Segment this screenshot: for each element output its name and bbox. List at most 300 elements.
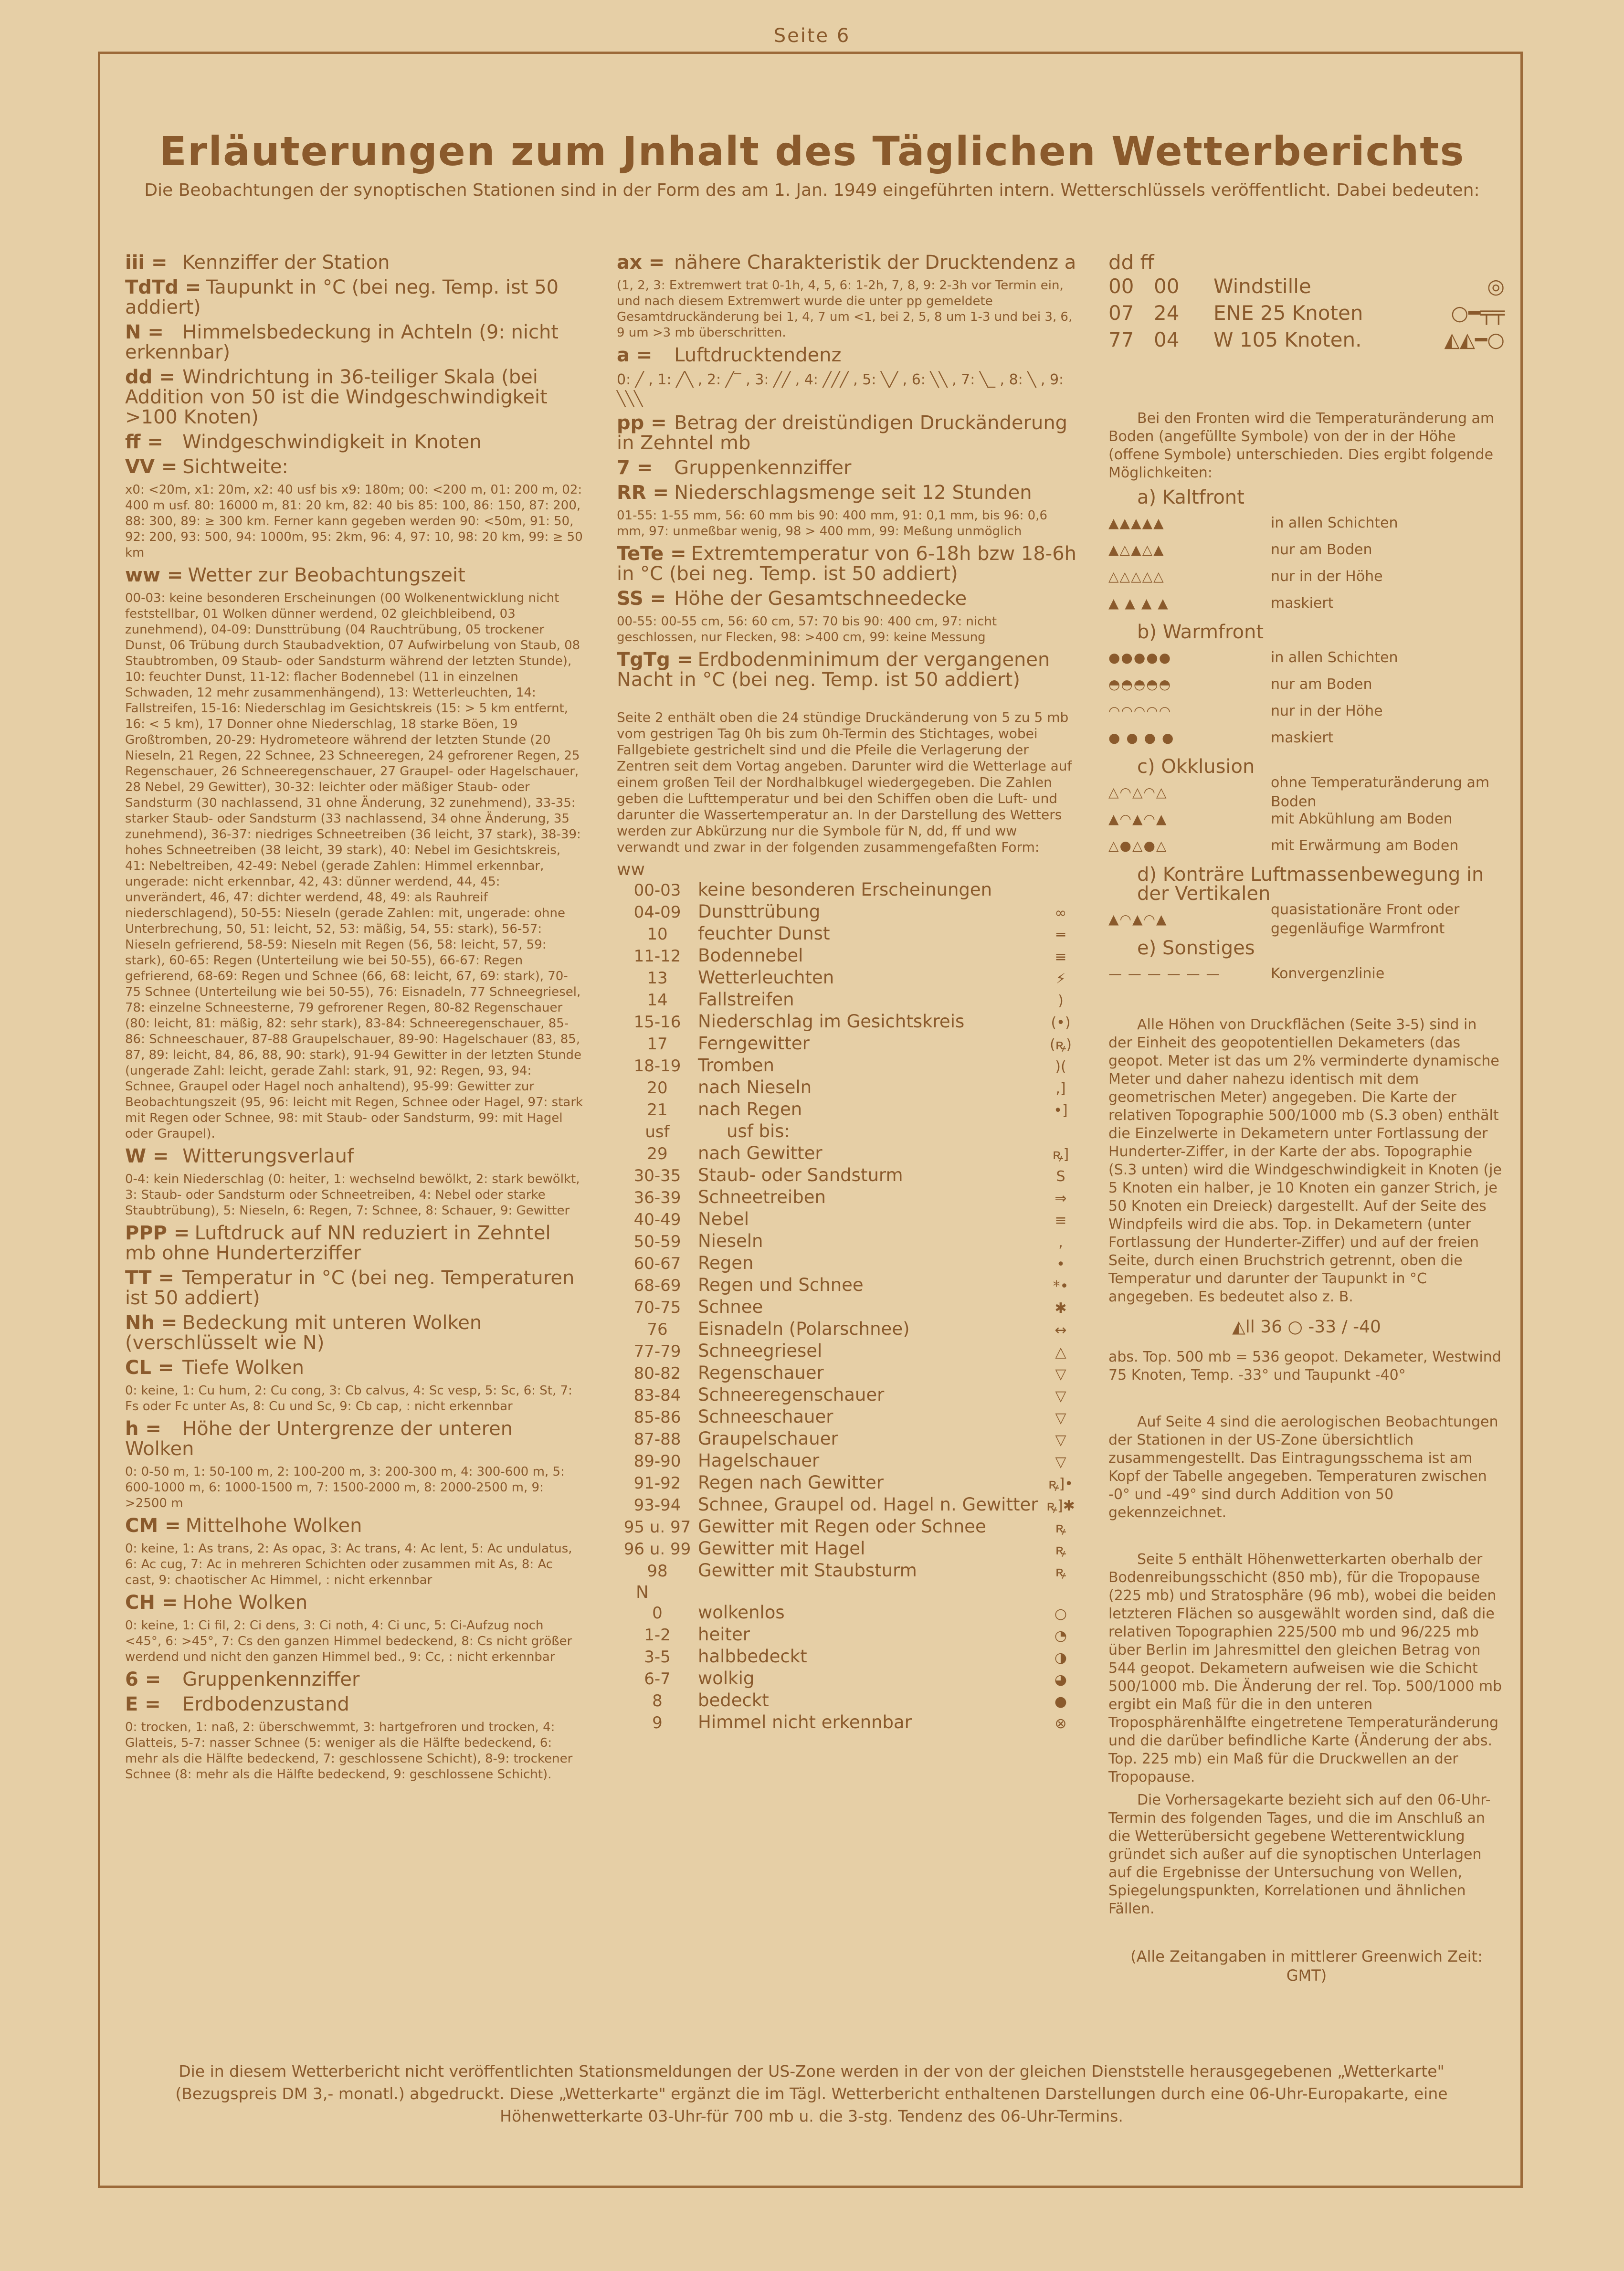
legend-text: Witterungsverlauf bbox=[182, 1145, 354, 1167]
legend-w bbox=[125, 1147, 583, 1167]
ww-code: 14 bbox=[647, 991, 668, 1010]
ww-code: 89-90 bbox=[633, 1452, 681, 1471]
table-row bbox=[617, 1625, 1077, 1647]
ww-symbol-icon: ◔ bbox=[1054, 1627, 1067, 1644]
ww-meaning: halbbedeckt bbox=[698, 1646, 807, 1667]
ww-code: 76 bbox=[647, 1320, 668, 1339]
ww-symbol-icon: ) bbox=[1058, 993, 1064, 1009]
ww-code: 20 bbox=[647, 1078, 668, 1098]
legend-text: Taupunkt in °C (bei neg. Temp. ist 50 addiert) bbox=[125, 276, 559, 318]
example-text: abs. Top. 500 mb = 536 geopot. Dekameter, Westwind 75 Knoten, Temp. -33° und Taupunkt -40° bbox=[1108, 1349, 1501, 1384]
table-row bbox=[617, 1603, 1077, 1625]
table-row bbox=[617, 1691, 1077, 1713]
ww-symbol-icon: (ꝶ) bbox=[1049, 1036, 1072, 1053]
legend-text: Hohe Wolken bbox=[182, 1592, 308, 1614]
table-row bbox=[617, 1539, 1077, 1561]
list-item bbox=[1108, 590, 1505, 617]
ww-symbol-icon: ꝶ bbox=[1055, 1542, 1066, 1558]
ww-code: 10 bbox=[647, 925, 668, 944]
front-label: in allen Schichten bbox=[1271, 515, 1398, 531]
legend-text: Höhe der Gesamtschneedecke bbox=[674, 588, 967, 610]
table-row bbox=[617, 1232, 1077, 1254]
front-symbol-icon: ●●●●● bbox=[1108, 650, 1172, 665]
ww-symbol-icon: ▽ bbox=[1055, 1366, 1066, 1383]
ww-symbol-icon: ◕ bbox=[1054, 1671, 1067, 1688]
ww-code: 83-84 bbox=[633, 1386, 681, 1405]
list-item bbox=[1108, 510, 1505, 537]
seite4-paragraph: Auf Seite 4 sind die aerologischen Beobachtungen der Stationen in der US-Zone übersichtlich zusammengestellt. Das Eintragungsschema ist am Kopf der Tabelle angegeben. Temperaturen zwischen -0° und -49° sind durch Addition von 50 gekennzeichnet. bbox=[1108, 1414, 1498, 1521]
ww-code: 50-59 bbox=[633, 1232, 681, 1251]
ww-code: 95 u. 97 bbox=[623, 1518, 691, 1537]
front-label: nur in der Höhe bbox=[1271, 703, 1383, 719]
n-table-header: N bbox=[636, 1583, 649, 1602]
legend-key: ff = bbox=[125, 431, 163, 453]
legend-text: Luftdrucktendenz bbox=[674, 344, 842, 366]
front-label: in allen Schichten bbox=[1271, 649, 1398, 666]
legend-key: 7 = bbox=[617, 457, 653, 479]
legend-ax-detail: (1, 2, 3: Extremwert trat 0-1h, 4, 5, 6: 1-2h, 7, 8, 9: 2-3h vor Termin ein, und nach diesem Extremwert wurde die unter pp gemeldete Gesamtdruckänderung bei 1, 4, 7 um <1, bei 2, 5, 8 um 1-3 und bei 3, 6, 9 um >3 mb überschritten. bbox=[617, 278, 1073, 340]
legend-td bbox=[125, 278, 583, 318]
sonstiges-heading: e) Sonstiges bbox=[1137, 937, 1255, 959]
front-symbol-icon: ▲△▲△▲ bbox=[1108, 542, 1165, 558]
front-symbol-icon: ● ● ● ● bbox=[1108, 730, 1175, 746]
ww-code: 36-39 bbox=[633, 1188, 681, 1207]
table-row bbox=[617, 924, 1077, 946]
legend-ff bbox=[125, 433, 583, 453]
legend-ss-detail: 00-55: 00-55 cm, 56: 60 cm, 57: 70 bis 90: 400 cm, 97: nicht geschlossen, nur Flecken, 98: >400 cm, 99: keine Messung bbox=[617, 614, 997, 644]
ww-meaning: Regenschauer bbox=[698, 1363, 824, 1383]
ww-symbol-icon: ⊗ bbox=[1055, 1715, 1067, 1732]
ww-code: 15-16 bbox=[633, 1013, 681, 1032]
list-item bbox=[1108, 901, 1505, 937]
ww-symbol-icon: ○ bbox=[1054, 1606, 1067, 1622]
table-row bbox=[617, 1647, 1077, 1669]
legend-text: Himmelsbedeckung in Achteln (9: nicht erkennbar) bbox=[125, 321, 559, 363]
ww-meaning: heiter bbox=[698, 1624, 750, 1645]
table-row bbox=[617, 1473, 1077, 1495]
ww-meaning: Schnee bbox=[698, 1297, 763, 1317]
ww-symbol-icon: • bbox=[1056, 1256, 1065, 1273]
legend-text: Wetter zur Beobachtungszeit bbox=[188, 564, 465, 586]
table-row bbox=[617, 1276, 1077, 1298]
table-row bbox=[617, 1451, 1077, 1473]
legend-text: Kennziffer der Station bbox=[182, 252, 390, 274]
legend-key: iii = bbox=[125, 252, 168, 274]
table-row bbox=[617, 1407, 1077, 1429]
ww-symbol-icon: ✱ bbox=[1055, 1300, 1067, 1317]
legend-text: Gruppenkennziffer bbox=[182, 1669, 360, 1690]
table-row bbox=[617, 1320, 1077, 1341]
ww-meaning: Graupelschauer bbox=[698, 1428, 838, 1449]
ww-symbol-icon: ꝶ]• bbox=[1048, 1476, 1074, 1492]
front-symbol-icon: △●△●△ bbox=[1108, 838, 1168, 854]
table-row bbox=[617, 1188, 1077, 1210]
legend-text: Mittelhohe Wolken bbox=[185, 1515, 362, 1537]
list-item bbox=[1108, 537, 1505, 563]
legend-cm bbox=[125, 1516, 583, 1536]
legend-key: TdTd = bbox=[125, 276, 201, 298]
ww-meaning: Schnee, Graupel od. Hagel n. Gewitter bbox=[698, 1494, 1038, 1515]
table-row bbox=[617, 1298, 1077, 1320]
ww-code: 93-94 bbox=[633, 1496, 681, 1515]
front-symbol-icon: ▲ ▲ ▲ ▲ bbox=[1108, 595, 1169, 611]
legend-text: Bedeckung mit unteren Wolken (verschlüsselt wie N) bbox=[125, 1312, 482, 1354]
legend-vv-detail: x0: <20m, x1: 20m, x2: 40 usf bis x9: 180m; 00: <200 m, 01: 200 m, 02: 400 m usf. 80: 16000 m, 81: 20 km, 82: 40 bis 85: 100, 86: 150, 87: 200, 88: 300, 89: ≥ 300 km. Ferner kann gegeben werden 90: <50m, 91: 50, 92: 200, 93: 500, 94: 1000m, 95: 2km, 96: 4, 97: 10, 98: 20 km, 99: ≥ 50 km bbox=[125, 483, 583, 560]
table-row bbox=[617, 1166, 1077, 1188]
ww-meaning: Niederschlag im Gesichtskreis bbox=[698, 1011, 965, 1032]
legend-e bbox=[125, 1695, 583, 1715]
ww-code: 85-86 bbox=[633, 1408, 681, 1427]
legend-ch-detail: 0: keine, 1: Ci fil, 2: Ci dens, 3: Ci noth, 4: Ci unc, 5: Ci-Aufzug noch <45°, 6: >45°, 7: Cs den ganzen Himmel bedeckend, 8: Cs nicht größer werdend und nicht den ganzen Himmel bed., 9: Cc, : nicht erkennbar bbox=[125, 1618, 572, 1664]
legend-text: Sichtweite: bbox=[182, 456, 288, 478]
ww-symbol-icon: ● bbox=[1054, 1693, 1067, 1710]
ww-meaning: Schneeregenschauer bbox=[698, 1384, 885, 1405]
sonstiges-list bbox=[1108, 961, 1505, 987]
hoehen-paragraph: Alle Höhen von Druckflächen (Seite 3-5) sind in der Einheit des geopotentiellen Dekameters (das geopot. Meter ist das um 2% verminderte dynamische Meter und daher nahezu identisch mit dem geometrischen Meter) angegeben. Die Karte der relativen Topographie 500/1000 mb (S.3 oben) enthält die Einzelwerte in Dekametern unter Fortlassung der Hunderter-Ziffer, in der Karte der abs. Topographie (S.3 unten) wird die Windgeschwindigkeit in Knoten (je 5 Knoten ein halber, je 10 Knoten ein ganzer Strich, je 50 Knoten ein Dreieck) dargestellt. Auf der Seite des Windpfeils wird die abs. Top. in Dekametern (unter Fortlassung der Hunderter-Ziffer) und auf der freien Seite, durch einen Bruchstrich getrennt, oben die Temperatur und darunter der Taupunkt in °C angegeben. Es bedeutet also z. B. bbox=[1108, 1016, 1502, 1305]
kaltfront-heading: a) Kaltfront bbox=[1137, 486, 1244, 508]
table-row bbox=[1108, 301, 1505, 330]
legend-key: CH = bbox=[125, 1592, 178, 1614]
legend-ww-detail: 00-03: keine besonderen Erscheinungen (00 Wolkenentwicklung nicht feststellbar, 01 Wolken dünner werdend, 02 gleichbleibend, 03 zunehmend), 04-09: Dunsttrübung (04 Rauchtrübung, 05 trockener Dunst, 06 Trübung durch Staubadvektion, 07 Aufwirbelung von Staub, 08 Staubtromben, 09 Staub- oder Sandsturm während der letzten Stunde), 10: feuchter Dunst, 11-12: flacher Bodennebel (11 in einzelnen Schwaden, 12 mehr zusammenhängend), 13: Wetterleuchten, 14: Fallstreifen, 15-16: Niederschlag im Gesichtskreis (15: > 5 km entfernt, 16: < 5 km), 17 Donner ohne Niederschlag, 18 starke Böen, 19 Großtromben, 20-29: Hydrometeore während der letzten Stunde (20 Nieseln, 21 Regen, 22 Schnee, 23 Schneeregen, 24 gefrorener Regen, 25 Regenschauer, 26 Schneeregenschauer, 27 Graupel- oder Hagelschauer, 28 Nebel, 29 Gewitter), 30-32: leichter oder mäßiger Staub- oder Sandsturm (30 nachlassend, 31 ohne Änderung, 32 zunehmend), 33-35: starker Staub- oder Sandsturm (33 nachlassend, 34 ohne Änderung, 35 zunehmend), 36-37: niedriges Schneetreiben (36 leicht, 37 stark), 38-39: hohes Schneetreiben (38 leicht, 39 stark), 40: Nebel im Gesichtskreis, 41: Nebeltreiben, 42-49: Nebel (gerade Zahlen: Himmel erkennbar, ungerade: nicht erkennbar, 42, 43: dünner werdend, 44, 45: unverändert, 46, 47: dichter werdend, 48, 49: als Rauhreif niederschlagend), 50-55: Nieseln (gerade Zahlen: mit, ungerade: ohne Unterbrechung, 50, 51: leicht, 52, 53: mäßig, 54, 55: stark), 56-57: Nieseln gefrierend, 58-59: Nieseln mit Regen (56, 58: leicht, 57, 59: stark), 60-65: Regen (Unterteilung wie bei 50-55), 66-67: Regen gefrierend, 68-69: Regen und Schnee (66, 68: leicht, 67, 69: stark), 70-75 Schnee (Unterteilung wie bei 50-55), 76: Eisnadeln, 77 Schneegriesel, 78: einzelne Schneesterne, 79 gefrorener Regen, 80-82 Regenschauer (80: leicht, 81: mäßig, 82: sehr stark), 83-84: Schneeregenschauer, 85-86: Schneeschauer, 87-88 Graupelschauer, 89-90: Hagelschauer (83, 85, 87, 89: leicht, 84, 86, 88, 90: stark), 91-94 Gewitter in der letzten Stunde (ungerade Zahl: leicht, gerade Zahl: stark, 91, 92: Regen, 93, 94: Schnee, Graupel oder Hagel noch anhaltend), 95-99: Gewitter zur Beobachtungszeit (95, 96: leicht mit Regen, Schnee oder Hagel, 97: stark mit Regen oder Schnee, 98: mit Staub- oder Sandsturm, 99: mit Hagel oder Graupel). bbox=[125, 591, 583, 1141]
legend-dd bbox=[125, 368, 583, 428]
dd-value: 00 bbox=[1108, 275, 1134, 298]
ww-meaning: Nebel bbox=[698, 1209, 749, 1229]
front-symbol-icon: ◓◓◓◓◓ bbox=[1108, 676, 1172, 692]
ww-meaning: keine besonderen Erscheinungen bbox=[698, 879, 992, 900]
front-symbol-icon: △◠△◠△ bbox=[1108, 784, 1168, 800]
kaltfront-list bbox=[1108, 510, 1505, 617]
wind-meaning: Windstille bbox=[1213, 275, 1311, 298]
ww-meaning: nach Regen bbox=[698, 1099, 802, 1120]
ww-code: 60-67 bbox=[633, 1254, 681, 1273]
ww-symbol-icon: ≡ bbox=[1055, 949, 1067, 965]
zeitangaben-note: (Alle Zeitangaben in mittlerer Greenwich Zeit: GMT) bbox=[1130, 1947, 1483, 1985]
ww-meaning: Wetterleuchten bbox=[698, 967, 834, 988]
legend-h bbox=[125, 1419, 583, 1459]
ww-code: 96 u. 99 bbox=[623, 1540, 691, 1559]
ww-symbol-icon: )( bbox=[1055, 1058, 1066, 1075]
footer-note: Die in diesem Wetterbericht nicht veröffentlichten Stationsmeldungen der US-Zone werden in der von der gleichen Dienststelle herausgegebenen „Wetterkarte" (Bezugspreis DM 3,- monatl.) abgedruckt. Diese „Wetterkarte" ergänzt die im Tägl. Wetterbericht enthaltenen Darstellungen durch eine 06-Uhr-Europakarte, eine Höhenwetterkarte 03-Uhr-für 700 mb u. die 3-stg. Tendenz des 06-Uhr-Termins. bbox=[175, 2062, 1448, 2125]
legend-seven bbox=[617, 458, 1077, 478]
ww-meaning: Hagelschauer bbox=[698, 1450, 820, 1471]
ww-table bbox=[617, 1144, 1077, 1583]
ww-code: 1-2 bbox=[644, 1626, 671, 1645]
fronts-intro: Bei den Fronten wird die Temperaturänderung am Boden (angefüllte Symbole) von der in der Höhe (offene Symbole) unterschieden. Dies ergibt folgende Möglichkeiten: bbox=[1108, 410, 1495, 481]
legend-key: a = bbox=[617, 344, 653, 366]
list-item bbox=[1108, 725, 1505, 751]
list-item bbox=[1108, 671, 1505, 698]
ww-code: 9 bbox=[652, 1713, 663, 1732]
legend-tgtg bbox=[617, 650, 1077, 690]
legend-six bbox=[125, 1670, 583, 1690]
ww-code: 0 bbox=[652, 1604, 663, 1623]
legend-text: Luftdruck auf NN reduziert in Zehntel mb ohne Hunderterziffer bbox=[125, 1222, 551, 1264]
ww-code: 17 bbox=[647, 1035, 668, 1054]
front-symbol-icon: ▲◠▲◠▲ bbox=[1108, 811, 1168, 827]
ww-symbol-icon: ↔ bbox=[1055, 1322, 1067, 1339]
ff-value: 04 bbox=[1154, 328, 1180, 351]
front-symbol-icon: ▲◠▲◠▲ bbox=[1108, 911, 1168, 927]
ww-code: 21 bbox=[647, 1100, 668, 1120]
ww-symbol-icon: ≡ bbox=[1055, 1212, 1067, 1229]
legend-vv bbox=[125, 457, 583, 477]
legend-key: dd = bbox=[125, 366, 175, 388]
legend-key: PPP = bbox=[125, 1222, 190, 1244]
legend-text: Erdbodenzustand bbox=[182, 1693, 349, 1715]
front-symbol-icon: △△△△△ bbox=[1108, 569, 1165, 584]
legend-a bbox=[617, 346, 1077, 366]
ww-meaning: feuchter Dunst bbox=[698, 923, 830, 944]
ww-code: 40-49 bbox=[633, 1210, 681, 1229]
dd-value: 07 bbox=[1108, 301, 1134, 325]
ww-meaning: Gewitter mit Hagel bbox=[698, 1538, 865, 1559]
legend-rr bbox=[617, 483, 1077, 503]
legend-text: Windgeschwindigkeit in Knoten bbox=[182, 431, 482, 453]
seite5-paragraph: Seite 5 enthält Höhenwetterkarten oberhalb der Bodenreibungsschicht (850 mb), für die Tropopause (225 mb) und Stratosphäre (96 mb), wobei die beiden letzteren Flächen so ausgewählt worden sind, daß die relativen Topographien 225/500 mb und 96/225 mb über Berlin im Jahresmittel den gleichen Betrag von 544 geopot. Dekametern aufweisen wie die Schicht 500/1000 mb. Die Änderung der rel. Top. 500/1000 mb ergibt ein Maß für die in den unteren Troposphärenhälfte eingetretene Temperaturänderung und die darüber befindliche Karte (Änderung der abs. Top. 225 mb) ein Maß für die Druckwellen an der Tropopause. bbox=[1108, 1551, 1502, 1785]
table-row bbox=[617, 1429, 1077, 1451]
table-row bbox=[617, 902, 1077, 924]
legend-rr-detail: 01-55: 1-55 mm, 56: 60 mm bis 90: 400 mm, 91: 0,1 mm, bis 96: 0,6 mm, 97: unmeßbar wenig, 98 > 400 mm, 99: Meßung unmöglich bbox=[617, 508, 1048, 539]
ww-meaning: Fallstreifen bbox=[698, 989, 794, 1010]
table-row bbox=[617, 1056, 1077, 1078]
warmfront-list bbox=[1108, 644, 1505, 751]
ww-symbol-icon: ,] bbox=[1055, 1080, 1066, 1097]
front-label: maskiert bbox=[1271, 595, 1334, 612]
ww-meaning: Dunsttrübung bbox=[698, 901, 821, 922]
column-middle bbox=[617, 253, 1077, 1735]
table-row bbox=[617, 1363, 1077, 1385]
legend-iii bbox=[125, 253, 583, 273]
table-row bbox=[617, 880, 1077, 902]
ww-symbol-icon: ▽ bbox=[1055, 1388, 1066, 1405]
page-subtitle: Die Beobachtungen der synoptischen Stationen sind in der Form des am 1. Jan. 1949 eingeführten intern. Wetterschlüssels veröffentlicht. Dabei bedeuten: bbox=[144, 180, 1480, 200]
table-row bbox=[617, 1495, 1077, 1517]
legend-ax bbox=[617, 253, 1077, 273]
ww-code: 3-5 bbox=[644, 1648, 671, 1667]
ww-meaning: Schneeschauer bbox=[698, 1406, 833, 1427]
okklusion-heading: c) Okklusion bbox=[1137, 756, 1255, 778]
page-number: Seite 6 bbox=[773, 25, 851, 47]
legend-key: TeTe = bbox=[617, 543, 686, 565]
ww-symbol-icon: ▽ bbox=[1055, 1454, 1066, 1470]
table-row bbox=[617, 1012, 1077, 1034]
table-row bbox=[617, 990, 1077, 1012]
legend-h-detail: 0: 0-50 m, 1: 50-100 m, 2: 100-200 m, 3: 200-300 m, 4: 300-600 m, 5: 600-1000 m, 6: 1000-1500 m, 7: 1500-2000 m, 8: 2000-2500 m, 9: >2500 m bbox=[125, 1465, 565, 1510]
legend-key: CL = bbox=[125, 1357, 174, 1379]
ww-symbol-icon: *• bbox=[1053, 1278, 1069, 1295]
legend-text: Erdbodenminimum der vergangenen Nacht in °C (bei neg. Temp. ist 50 addiert) bbox=[617, 649, 1050, 691]
legend-key: TT = bbox=[125, 1267, 174, 1289]
table-row bbox=[617, 1210, 1077, 1232]
list-item bbox=[1108, 698, 1505, 725]
front-label: nur in der Höhe bbox=[1271, 568, 1383, 585]
ww-code: 30-35 bbox=[633, 1166, 681, 1185]
ww-meaning: Himmel nicht erkennbar bbox=[698, 1712, 912, 1732]
legend-key: ww = bbox=[125, 564, 183, 586]
ww-meaning: Regen nach Gewitter bbox=[698, 1472, 884, 1493]
wind-symbol-icon: ◭◭━○ bbox=[1444, 328, 1505, 351]
front-symbol-icon: ◠◠◠◠◠ bbox=[1108, 703, 1172, 719]
front-label: maskiert bbox=[1271, 729, 1334, 746]
legend-key: RR = bbox=[617, 482, 669, 504]
front-symbol-icon: ▲▲▲▲▲ bbox=[1108, 515, 1165, 531]
n-table bbox=[617, 1603, 1077, 1735]
table-row bbox=[617, 1144, 1077, 1166]
legend-key: ax = bbox=[617, 252, 665, 274]
ww-table bbox=[617, 880, 1077, 1122]
ww-symbol-icon: △ bbox=[1055, 1344, 1066, 1361]
ww-meaning: usf bis: bbox=[727, 1121, 791, 1141]
ww-meaning: Eisnadeln (Polarschnee) bbox=[698, 1319, 910, 1339]
legend-key: VV = bbox=[125, 456, 178, 478]
wind-meaning: W 105 Knoten. bbox=[1213, 328, 1362, 351]
ww-code: 70-75 bbox=[633, 1298, 681, 1317]
ww-symbol-icon: ▽ bbox=[1055, 1410, 1066, 1426]
vorhersage-paragraph: Die Vorhersagekarte bezieht sich auf den 06-Uhr-Termin des folgenden Tages, und die im Anschluß an die Wetterübersicht gegebene Wetterentwicklung gründet sich außer auf die synoptischen Unterlagen auf die Ergebnisse der Untersuchung von Wellen, Spiegelungspunkten, Korrelationen und ähnlichen Fällen. bbox=[1108, 1792, 1491, 1917]
dd-value: 77 bbox=[1108, 328, 1134, 351]
dd-ff-header: dd ff bbox=[1108, 251, 1154, 274]
ww-code: 18-19 bbox=[633, 1056, 681, 1076]
kontrar-heading: d) Konträre Luftmassenbewegung in der Vertikalen bbox=[1137, 864, 1484, 905]
ww-meaning: Schneetreiben bbox=[698, 1187, 826, 1207]
ww-symbol-icon: ∞ bbox=[1055, 905, 1067, 921]
legend-text: Höhe der Untergrenze der unteren Wolken bbox=[125, 1418, 513, 1460]
warmfront-heading: b) Warmfront bbox=[1137, 621, 1264, 643]
legend-ss bbox=[617, 589, 1077, 609]
front-label: mit Erwärmung am Boden bbox=[1271, 837, 1459, 854]
ww-symbol-icon: ⇒ bbox=[1055, 1190, 1067, 1207]
legend-text: nähere Charakteristik der Drucktendenz a bbox=[674, 252, 1076, 274]
ww-symbol-icon: ▽ bbox=[1055, 1432, 1066, 1448]
wind-table bbox=[1108, 277, 1505, 357]
ww-meaning: Staub- oder Sandsturm bbox=[698, 1165, 903, 1185]
legend-nh bbox=[125, 1313, 583, 1353]
front-label: nur am Boden bbox=[1271, 541, 1372, 558]
table-row bbox=[617, 1669, 1077, 1691]
legend-key: W = bbox=[125, 1145, 169, 1167]
ww-symbol-icon: ⚡ bbox=[1055, 971, 1066, 987]
ww-symbol-icon: ꝶ bbox=[1055, 1563, 1066, 1580]
table-row bbox=[617, 1561, 1077, 1583]
kontrar-list bbox=[1108, 901, 1505, 937]
ww-symbol-icon: ꝶ] bbox=[1052, 1146, 1069, 1163]
front-label: quasistationäre Front oder gegenläufige Warmfront bbox=[1271, 901, 1460, 937]
legend-text: Betrag der dreistündigen Druckänderung in Zehntel mb bbox=[617, 412, 1068, 454]
ww-symbol-icon: S bbox=[1056, 1168, 1065, 1185]
legend-text: Windrichtung in 36-teiliger Skala (bei Addition von 50 ist die Windgeschwindigkeit >100 Knoten) bbox=[125, 366, 548, 428]
tendency-symbols: 0: ╱ , 1: ╱╲ , 2: ╱‾ , 3: ╱╱ , 4: ╱╱╱ , 5: ╲╱ , 6: ╲╲ , 7: ╲_ , 8: ╲ , 9: ╲╲╲ bbox=[617, 371, 1064, 407]
legend-text: Niederschlagsmenge seit 12 Stunden bbox=[674, 482, 1032, 504]
legend-n bbox=[125, 323, 583, 363]
legend-key: h = bbox=[125, 1418, 161, 1440]
legend-key: TgTg = bbox=[617, 649, 693, 671]
legend-cl-detail: 0: keine, 1: Cu hum, 2: Cu cong, 3: Cb calvus, 4: Sc vesp, 5: Sc, 6: St, 7: Fs oder Fc unter As, 8: Cu und Sc, 9: Cb cap, : nicht erkennbar bbox=[125, 1384, 572, 1414]
example-station-symbol: ◭ll 36 ○ -33 / -40 bbox=[1232, 1317, 1381, 1337]
wind-symbol-icon: ◎ bbox=[1487, 275, 1505, 298]
wind-symbol-icon: ○━╤╤ bbox=[1451, 301, 1505, 325]
legend-cm-detail: 0: keine, 1: As trans, 2: As opac, 3: Ac trans, 4: Ac lent, 5: Ac undulatus, 6: Ac cug, 7: Ac in mehreren Schichten oder zusammen mit As, 8: Ac cast, 9: chaotischer Ac Himmel, : nicht erkennbar bbox=[125, 1542, 572, 1587]
ww-symbol-icon: , bbox=[1058, 1234, 1063, 1251]
table-row bbox=[617, 1254, 1077, 1276]
legend-key: Nh = bbox=[125, 1312, 178, 1334]
legend-key: SS = bbox=[617, 588, 666, 610]
ww-code: 87-88 bbox=[633, 1430, 681, 1449]
ww-code: 04-09 bbox=[633, 903, 681, 922]
front-label: ohne Temperaturänderung am Boden bbox=[1271, 774, 1490, 810]
list-item bbox=[1108, 833, 1505, 859]
ww-symbol-icon: ꝶ]✱ bbox=[1046, 1498, 1075, 1514]
ww-meaning: Bodennebel bbox=[698, 945, 803, 966]
ww-meaning: bedeckt bbox=[698, 1690, 769, 1711]
table-row bbox=[617, 1100, 1077, 1122]
ww-code: usf bbox=[645, 1122, 670, 1141]
legend-text: Gruppenkennziffer bbox=[674, 457, 852, 479]
ww-meaning: Gewitter mit Staubsturm bbox=[698, 1560, 917, 1581]
legend-e-detail: 0: trocken, 1: naß, 2: überschwemmt, 3: hartgefroren und trocken, 4: Glatteis, 5-7: nasser Schnee (5: weniger als die Hälfte bedeckend, 6: mehr als die Hälfte bedeckend, 7: geschlossene Schicht), 8-9: trockener Schnee (8: mehr als die Hälfte bedeckend, 9: geschlossene Schicht). bbox=[125, 1720, 573, 1782]
front-label: nur am Boden bbox=[1271, 676, 1372, 693]
legend-tete bbox=[617, 544, 1077, 584]
table-row bbox=[1108, 330, 1505, 357]
legend-key: E = bbox=[125, 1693, 161, 1715]
legend-tt bbox=[125, 1268, 583, 1309]
ww-code: 68-69 bbox=[633, 1276, 681, 1295]
table-row bbox=[617, 1078, 1077, 1100]
table-row bbox=[1108, 277, 1505, 304]
wind-meaning: ENE 25 Knoten bbox=[1213, 301, 1363, 325]
ww-meaning: Regen bbox=[698, 1253, 754, 1273]
legend-key: pp = bbox=[617, 412, 667, 434]
ww-usf-row bbox=[617, 1122, 1077, 1144]
ww-code: 91-92 bbox=[633, 1474, 681, 1493]
column-left bbox=[125, 253, 583, 1787]
front-symbol-icon: — — — — — — bbox=[1108, 966, 1221, 982]
legend-ch bbox=[125, 1593, 583, 1613]
table-row bbox=[617, 1713, 1077, 1735]
ww-code: 77-79 bbox=[633, 1342, 681, 1361]
ww-meaning: nach Nieseln bbox=[698, 1077, 812, 1098]
legend-cl bbox=[125, 1358, 583, 1378]
ww-code: 98 bbox=[647, 1562, 668, 1581]
ww-meaning: nach Gewitter bbox=[698, 1143, 823, 1163]
seite2-paragraph: Seite 2 enthält oben die 24 stündige Druckänderung von 5 zu 5 mb vom gestrigen Tag 0h bis zum 0h-Termin des Stichtages, wobei Fallgebiete gestrichelt sind und die Pfeile die Verlagerung der Zentren seit dem Vortag angeben. Darunter wird die Wetterlage auf einem großen Teil der Nordhalbkugel wiedergegeben. Die Zahlen geben die Lufttemperatur und bei den Schiffen oben die Luft- und darunter die Wassertemperatur an. In der Darstellung des Wetters werden zur Abkürzung nur die Symbole für N, dd, ff und ww verwandt und zwar in der folgenden zusammengefaßten Form: bbox=[617, 709, 1072, 855]
ww-symbol-icon: ═ bbox=[1056, 927, 1065, 943]
legend-key: CM = bbox=[125, 1515, 181, 1537]
table-row bbox=[617, 968, 1077, 990]
ww-code: 6-7 bbox=[644, 1669, 671, 1689]
ff-value: 00 bbox=[1154, 275, 1180, 298]
list-item bbox=[1108, 774, 1505, 810]
list-item bbox=[1108, 806, 1505, 833]
table-row bbox=[617, 1034, 1077, 1056]
ff-value: 24 bbox=[1154, 301, 1180, 325]
ww-code: 80-82 bbox=[633, 1364, 681, 1383]
okklusion-list bbox=[1108, 774, 1505, 859]
legend-ppp bbox=[125, 1224, 583, 1264]
ww-code: 11-12 bbox=[633, 947, 681, 966]
ww-meaning: Ferngewitter bbox=[698, 1033, 810, 1054]
legend-text: Extremtemperatur von 6-18h bzw 18-6h in °C (bei neg. Temp. ist 50 addiert) bbox=[617, 543, 1077, 585]
ww-meaning: Nieseln bbox=[698, 1231, 763, 1251]
ww-code: 13 bbox=[647, 969, 668, 988]
table-row bbox=[617, 1341, 1077, 1363]
front-label: mit Abkühlung am Boden bbox=[1271, 811, 1453, 827]
page-title: Erläuterungen zum Jnhalt des Täglichen Wetterberichts bbox=[159, 128, 1465, 175]
ww-table-header: ww bbox=[617, 860, 645, 879]
ww-meaning: Tromben bbox=[698, 1055, 774, 1076]
column-right bbox=[1108, 253, 1505, 1990]
table-row bbox=[617, 946, 1077, 968]
legend-key: N = bbox=[125, 321, 164, 343]
